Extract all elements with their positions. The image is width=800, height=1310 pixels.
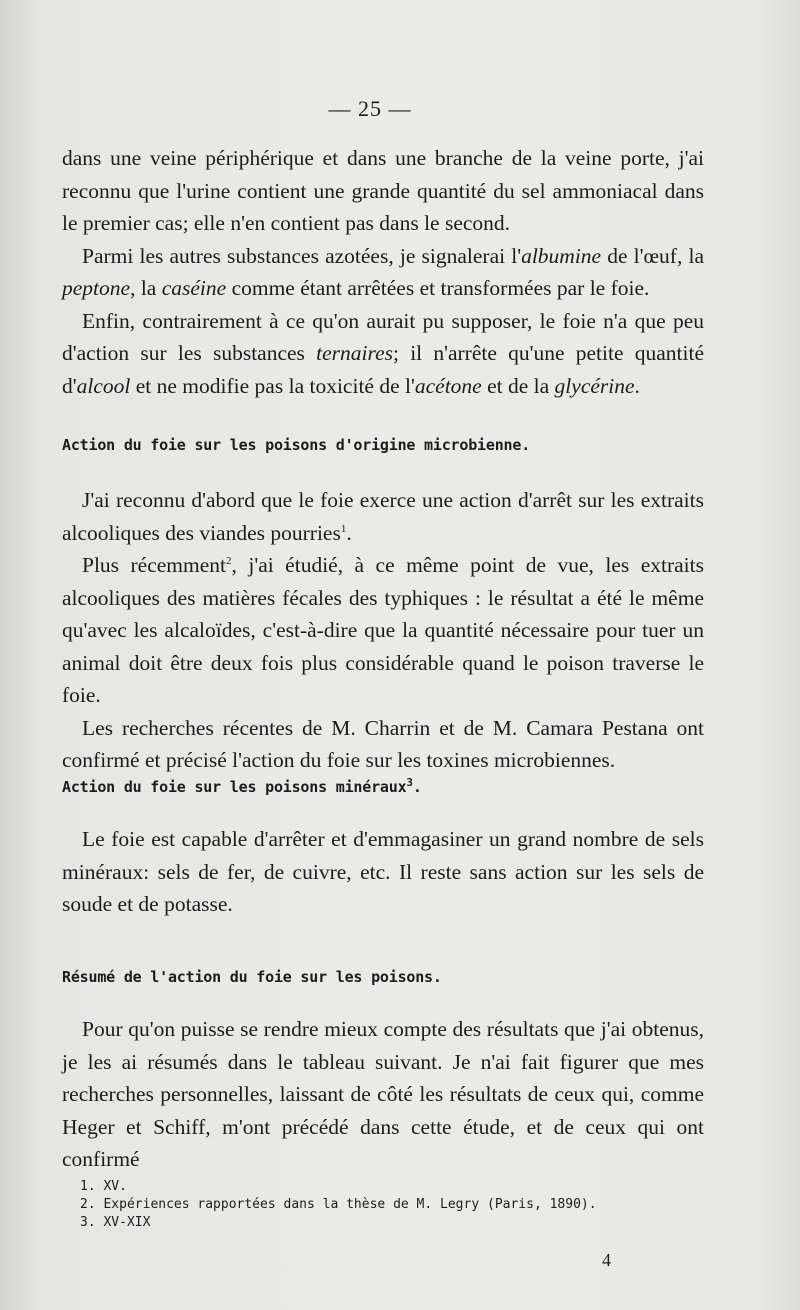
footnote-1: 1. XV. [80, 1179, 127, 1194]
page-number: — 25 — [328, 96, 412, 121]
term-glycerine: glycérine [554, 373, 635, 398]
text-block-substances [62, 142, 704, 402]
paragraph-extraits: J'ai reconnu d'abord que le foie exerce une action d'arrêt sur les extraits alcooliques des viandes pourries$^1$. [62, 488, 704, 545]
paragraph-toxines: Les recherches récentes de M. Charrin et de M. Camara Pestana ont confirmé et précisé l'action du foie sur les toxines microbiennes. [62, 715, 704, 772]
paragraph-tableau: Pour qu'on puisse se rendre mieux compte des résultats que j'ai obtenus, je les ai résumés dans le tableau suivant. Je n'ai fait figurer que mes recherches personnelles, laissant de côté les résultats de ceux qui, comme Heger et Schiff, m'ont précédé dans cette étude, et de ceux qui ont confirmé [62, 1017, 704, 1171]
term-caseine: caséine [161, 276, 227, 300]
footnotes [80, 1178, 680, 1232]
paragraph-typhiques: Plus récemment$^2$, j'ai étudié, à ce même point de vue, les extraits alcooliques des matières fécales des typhiques : le résultat a été le même qu'avec les alcaloïdes, c'est-à-dire que la quantité nécessaire pour tuer un animal doit être deux fois plus considérable quand le poison traverse le foie. [62, 553, 704, 707]
footnote-ref-3: 3 [406, 776, 413, 789]
signature-mark: 4 [602, 1250, 611, 1270]
term-alcool: alcool [76, 373, 131, 398]
term-acetone: acétone [414, 373, 482, 398]
paragraph-azotees: Parmi les autres substances azotées, je signalerai l'albumine de l'œuf, la peptone, la caséine comme étant arrêtées et transformées par le foie. [62, 243, 704, 300]
section-heading-resume: Résumé de l'action du foie sur les poisons. [62, 968, 442, 986]
term-ternaires: ternaires [316, 341, 393, 365]
footnote-ref-2: 2 [226, 554, 232, 567]
section-heading-mineraux: Action du foie sur les poisons minéraux$^3$. [62, 776, 422, 796]
paragraph-ternaires: Enfin, contrairement à ce qu'on aurait pu supposer, le foie n'a que peu d'action sur les substances ternaires; il n'arrête qu'une petite quantité d'alcool et ne modifie pas la toxicité de l'acétone et de la glycérine. [62, 308, 704, 398]
paragraph-sels: Le foie est capable d'arrêter et d'emmagasiner un grand nombre de sels minéraux: sels de fer, de cuivre, etc. Il reste sans action sur les sels de soude et de potasse. [62, 827, 704, 916]
footnote-3: 3. XV-XIX [80, 1215, 151, 1230]
footnote-2: 2. Expériences rapportées dans la thèse de M. Legry (Paris, 1890). [80, 1197, 597, 1212]
text-block-resume [62, 1013, 704, 1176]
paragraph-urine: dans une veine périphérique et dans une branche de la veine porte, j'ai reconnu que l'urine contient une grande quantité du sel ammoniacal dans le premier cas; elle n'en contient pas dans le second. [62, 146, 704, 235]
text-block-mineraux [62, 823, 704, 921]
footnote-ref-1: 1 [340, 522, 347, 535]
section-heading-microbienne: Action du foie sur les poisons d'origine microbienne. [62, 436, 531, 454]
term-albumine: albumine [521, 243, 602, 268]
term-peptone: peptone [62, 276, 131, 300]
text-block-microbienne [62, 484, 704, 777]
